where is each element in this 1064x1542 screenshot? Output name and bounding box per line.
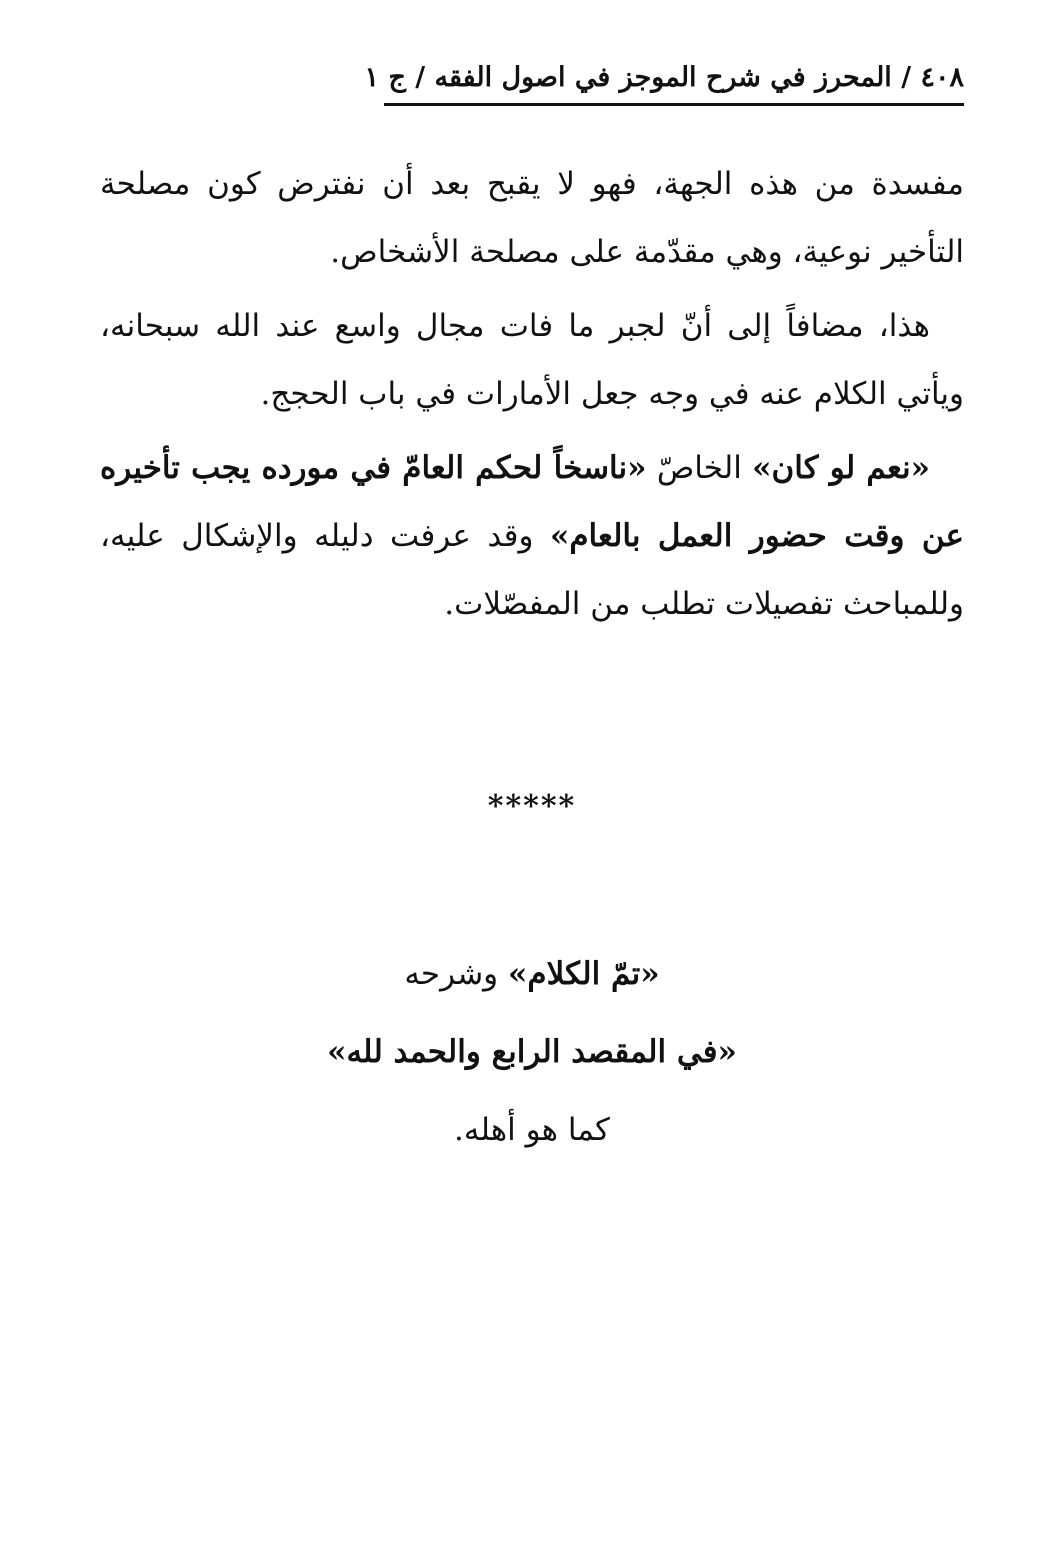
closing-line-2: «في المقصد الرابع والحمد لله» xyxy=(327,1034,737,1070)
main-text xyxy=(100,150,964,644)
paragraph-3-text: الخاصّ xyxy=(646,450,753,486)
paragraph-3-text: وقد عرفت دليله والإشكال عليه، وللمباحث تفصيلات تطلب من المفصّلات. xyxy=(100,518,964,622)
quoted-text-bold: «نعم لو كان» xyxy=(752,450,931,486)
paragraph-1: مفسدة من هذه الجهة، فهو لا يقبح بعد أن نفترض كون مصلحة التأخير نوعية، وهي مقدّمة على مصلحة الأشخاص. xyxy=(100,166,964,270)
section-separator: ***** xyxy=(487,789,577,824)
closing-quote-bold: «تمّ الكلام» xyxy=(508,956,660,992)
quoted-text-bold: «ناسخاً لحكم العامّ في مورده يجب تأخيره عن وقت حضور العمل بالعام» xyxy=(100,450,964,554)
paragraph-3 xyxy=(100,434,964,638)
paragraph-2: هذا، مضافاً إلى أنّ لجبر ما فات مجال واسع عند الله سبحانه، ويأتي الكلام عنه في وجه جعل الأمارات في باب الحجج. xyxy=(100,308,964,412)
running-header: ٤٠٨ / المحرز في شرح الموجز في اصول الفقه / ج ١ xyxy=(364,62,964,93)
header-rule xyxy=(384,103,964,106)
closing-text: وشرحه xyxy=(404,956,508,992)
closing-line-3: كما هو أهله. xyxy=(454,1112,610,1148)
closing-formula xyxy=(0,935,1064,1169)
closing-line-1 xyxy=(0,935,1064,1013)
